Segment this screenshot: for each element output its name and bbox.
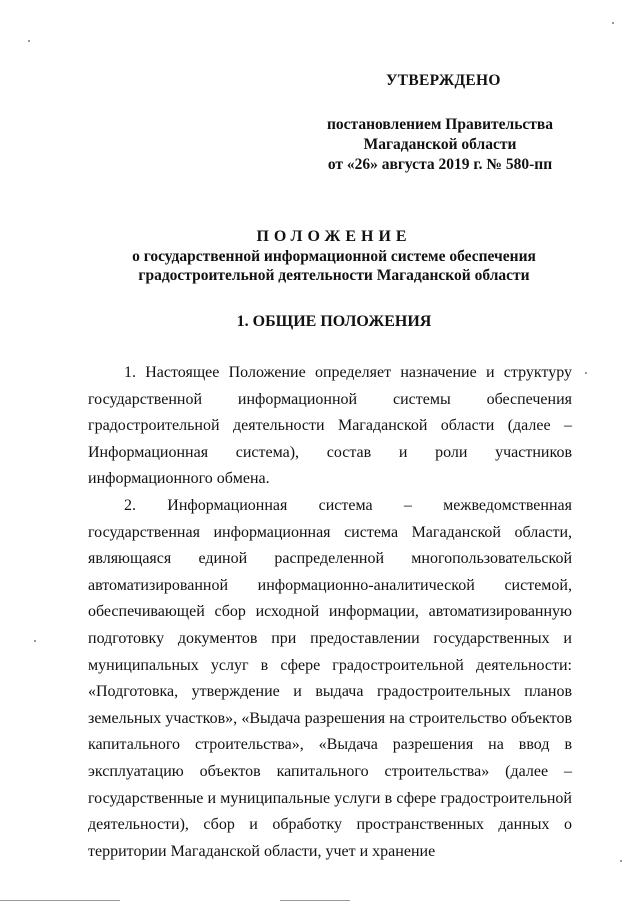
scan-speck [612,22,614,24]
scan-edge-line [280,900,350,901]
scan-speck [620,860,622,862]
approval-line-region: Магаданской области [363,136,517,153]
scan-edge-line [0,900,120,901]
paragraph-2: 2. Информационная система – межведомственная государственная информационная система Магаданской области, являющаяся единой распределенной многопользовательской автоматизированной информационно-аналитической системой, обеспечивающей сбор исходной информации, автоматизированную подготовку документов при предоставлении государственных и муниципальных услуг в сфере градостроительной деятельности: «Подготовка, утверждение и выдача градостроительных планов земельных участков», «Выдача разрешения на строительство объектов капитального строительства», «Выдача разрешения на ввод в эксплуатацию объектов капитального строительства» (далее – государственные и муниципальные услуги в сфере градостроительной деятельности), сбор и обработку пространственных данных о территории Магаданской области, учет и хранение [88,496,572,860]
section-heading: 1. ОБЩИЕ ПОЛОЖЕНИЯ [236,313,432,330]
paragraph-1: 1. Настоящее Положение определяет назначение и структуру государственной информационной системы обеспечения градостроительной деятельности Магаданской области (далее – Информационная система), состав и роли участников информационного обмена. [88,364,572,488]
scan-speck [28,40,30,42]
scan-speck [585,372,587,374]
document-body [88,360,572,865]
approval-heading: УТВЕРЖДЕНО [386,72,501,89]
approval-details [306,115,574,175]
approval-line-resolution: постановлением Правительства [326,116,554,133]
approval-line-date-number: от «26» августа 2019 г. № 580-пп [327,156,553,173]
document-title: ПОЛОЖЕНИЕ [256,228,412,245]
document-subtitle [88,247,580,285]
document-subtitle-line-2: градостроительной деятельности Магаданской области [138,267,530,284]
scan-speck [34,640,36,642]
document-subtitle-line-1: о государственной информационной системе обеспечения [132,248,536,265]
